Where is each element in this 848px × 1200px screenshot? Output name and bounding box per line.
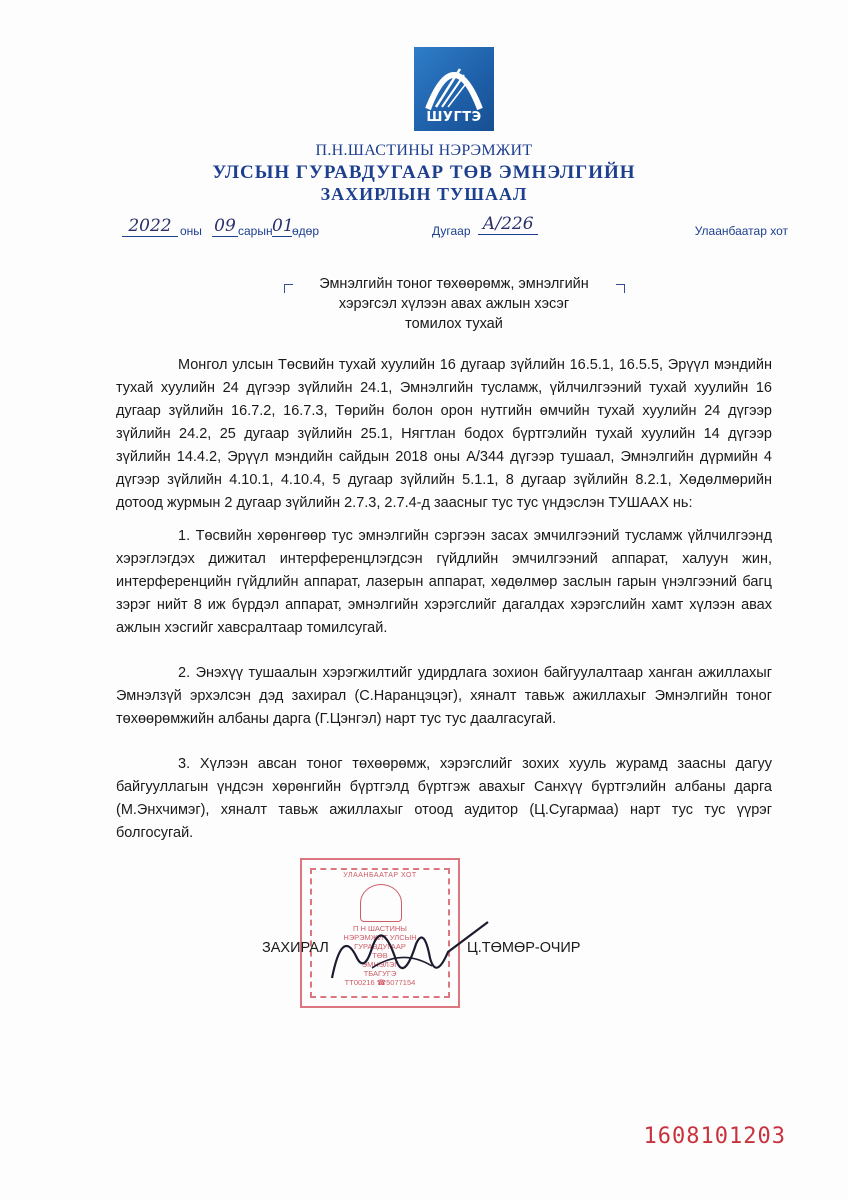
document-type-title: ЗАХИРЛЫН ТУШААЛ <box>320 184 528 204</box>
city-label: Улаанбаатар хот <box>694 224 788 238</box>
logo-text: ШУГТЭ <box>426 110 482 125</box>
date-month: 09 <box>212 216 238 237</box>
signature-row <box>0 940 848 970</box>
stamp-top-text: УЛААНБААТАР ХОТ <box>343 872 417 879</box>
stamp-line: ТБАГУГЭ <box>363 969 397 978</box>
stamp-line: П Н ШАСТИНЫ <box>353 924 407 933</box>
org-name-line2: УЛСЫН ГУРАВДУГААР ТӨВ ЭМНЭЛГИЙН <box>212 162 636 183</box>
date-day: 01 <box>272 216 294 236</box>
org-name-line1: П.Н.ШАСТИНЫ НЭРЭМЖИТ <box>315 142 533 159</box>
date-month-suffix: сарын <box>238 224 273 238</box>
signer-name: Ц.ТӨМӨР-ОЧИР <box>467 940 581 956</box>
order-number-label: Дугаар <box>432 224 471 238</box>
subject-line1: Эмнэлгийн тоног төхөөрөмж, эмнэлгийн <box>319 276 589 292</box>
preamble-paragraph: Монгол улсын Төсвийн тухай хуулийн 16 дугаар зүйлийн 16.5.1, 16.5.5, Эрүүл мэндийн тухай хуулийн 24 дүгээр зүйлийн 24.1, Эмнэлгийн тусламж, үйлчилгээний тухай хуулийн 16 дугаар зүйлийн 16.7.2, 16.7.3, Төрийн болон орон нутгийн өмчийн тухай хуулийн 24 дүгээр зүйлийн 24.2, 25 дугаар зүйлийн 25.1, Нягтлан бодох бүртгэлийн тухай хуулийн 14 дүгээр зүйлийн 14.4.2, Эрүүл мэндийн сайдын 2018 оны А/344 дүгээр тушаал, Эмнэлгийн дүрмийн 4 дүгээр зүйлийн 4.10.1, 4.10.4, 5 дугаар зүйлийн 5.1.1, 8 дугаар зүйлийн 8.2.1, Хөдөлмөрийн дотоод журмын 2 дугаар зүйлийн 2.7.3, 2.7.4-д заасныг тус тус үндэслэн ТУШААХ нь: <box>116 357 772 511</box>
order-item-2: 2. Энэхүү тушаалын хэрэгжилтийг удирдлага зохион байгуулалтаар ханган ажиллахыг Эмнэлзүй эрхэлсэн дэд захирал (С.Наранцэцэг), хяналт тавьж ажиллахыг Эмнэлгийн тоног төхөөрөмжийн албаны дарга (Г.Цэнгэл) нарт тус тус даалгасугай. <box>116 665 772 727</box>
signer-title: ЗАХИРАЛ <box>262 940 329 956</box>
dateline <box>118 216 788 246</box>
subject-line2: хэрэгсэл хүлээн авах ажлын хэсэг <box>338 296 570 312</box>
stamp-line: ТӨВ <box>372 951 388 960</box>
date-day-suffix: өдөр <box>292 224 320 238</box>
stamp-line: НЭРЭМЖИТ УЛСЫН <box>343 933 417 942</box>
date-year-suffix: оны <box>180 224 202 238</box>
order-number: А/226 <box>478 214 538 235</box>
stamp-line: ЭМНЭЛЭГ <box>361 960 399 969</box>
order-body <box>116 354 772 845</box>
order-item-3: 3. Хүлээн авсан тоног төхөөрөмж, хэрэгслийг зохих хууль журамд заасны дагуу байгууллагын үндсэн хөрөнгийн бүртгэлд бүртгэж авахыг Санхүү бүртгэлийн албаны дарга (М.Энхчимэг), хяналт тавьж ажиллахыг отоод аудитор (Ц.Сугармаа) нарт тус тус үүрэг болгосугай. <box>116 756 772 841</box>
hospital-logo <box>414 47 494 131</box>
stamp-line: ТТ00216 ☎5077154 <box>344 978 416 987</box>
date-year: 2022 <box>122 216 178 237</box>
subject-line3: томилох тухай <box>405 316 503 332</box>
stamp-line: ГУРАВДУГААР <box>354 942 406 951</box>
order-item-1: 1. Төсвийн хөрөнгөөр тус эмнэлгийн сэргээн засах эмчилгээний тусламж үйлчилгээнд хэрэглэгдэх дижитал интерференцлэгдсэн гүйдлийн эмчилгээний аппарат, халуун жин, интерференцийн гүйдлийн аппарат, лазерын аппарат, хөдөлмөр заслын гарын үнэлгээний багц зэрэг нийт 8 иж бүрдэл аппарат, эмнэлгийн хэрэгслийг дагалдах хэрэгслийн хамт хүлээн авах ажлын хэсгийг хавсралтаар томилсугай. <box>116 528 772 636</box>
order-subject <box>284 274 624 334</box>
serial-number: 1608101203 <box>643 1124 786 1149</box>
